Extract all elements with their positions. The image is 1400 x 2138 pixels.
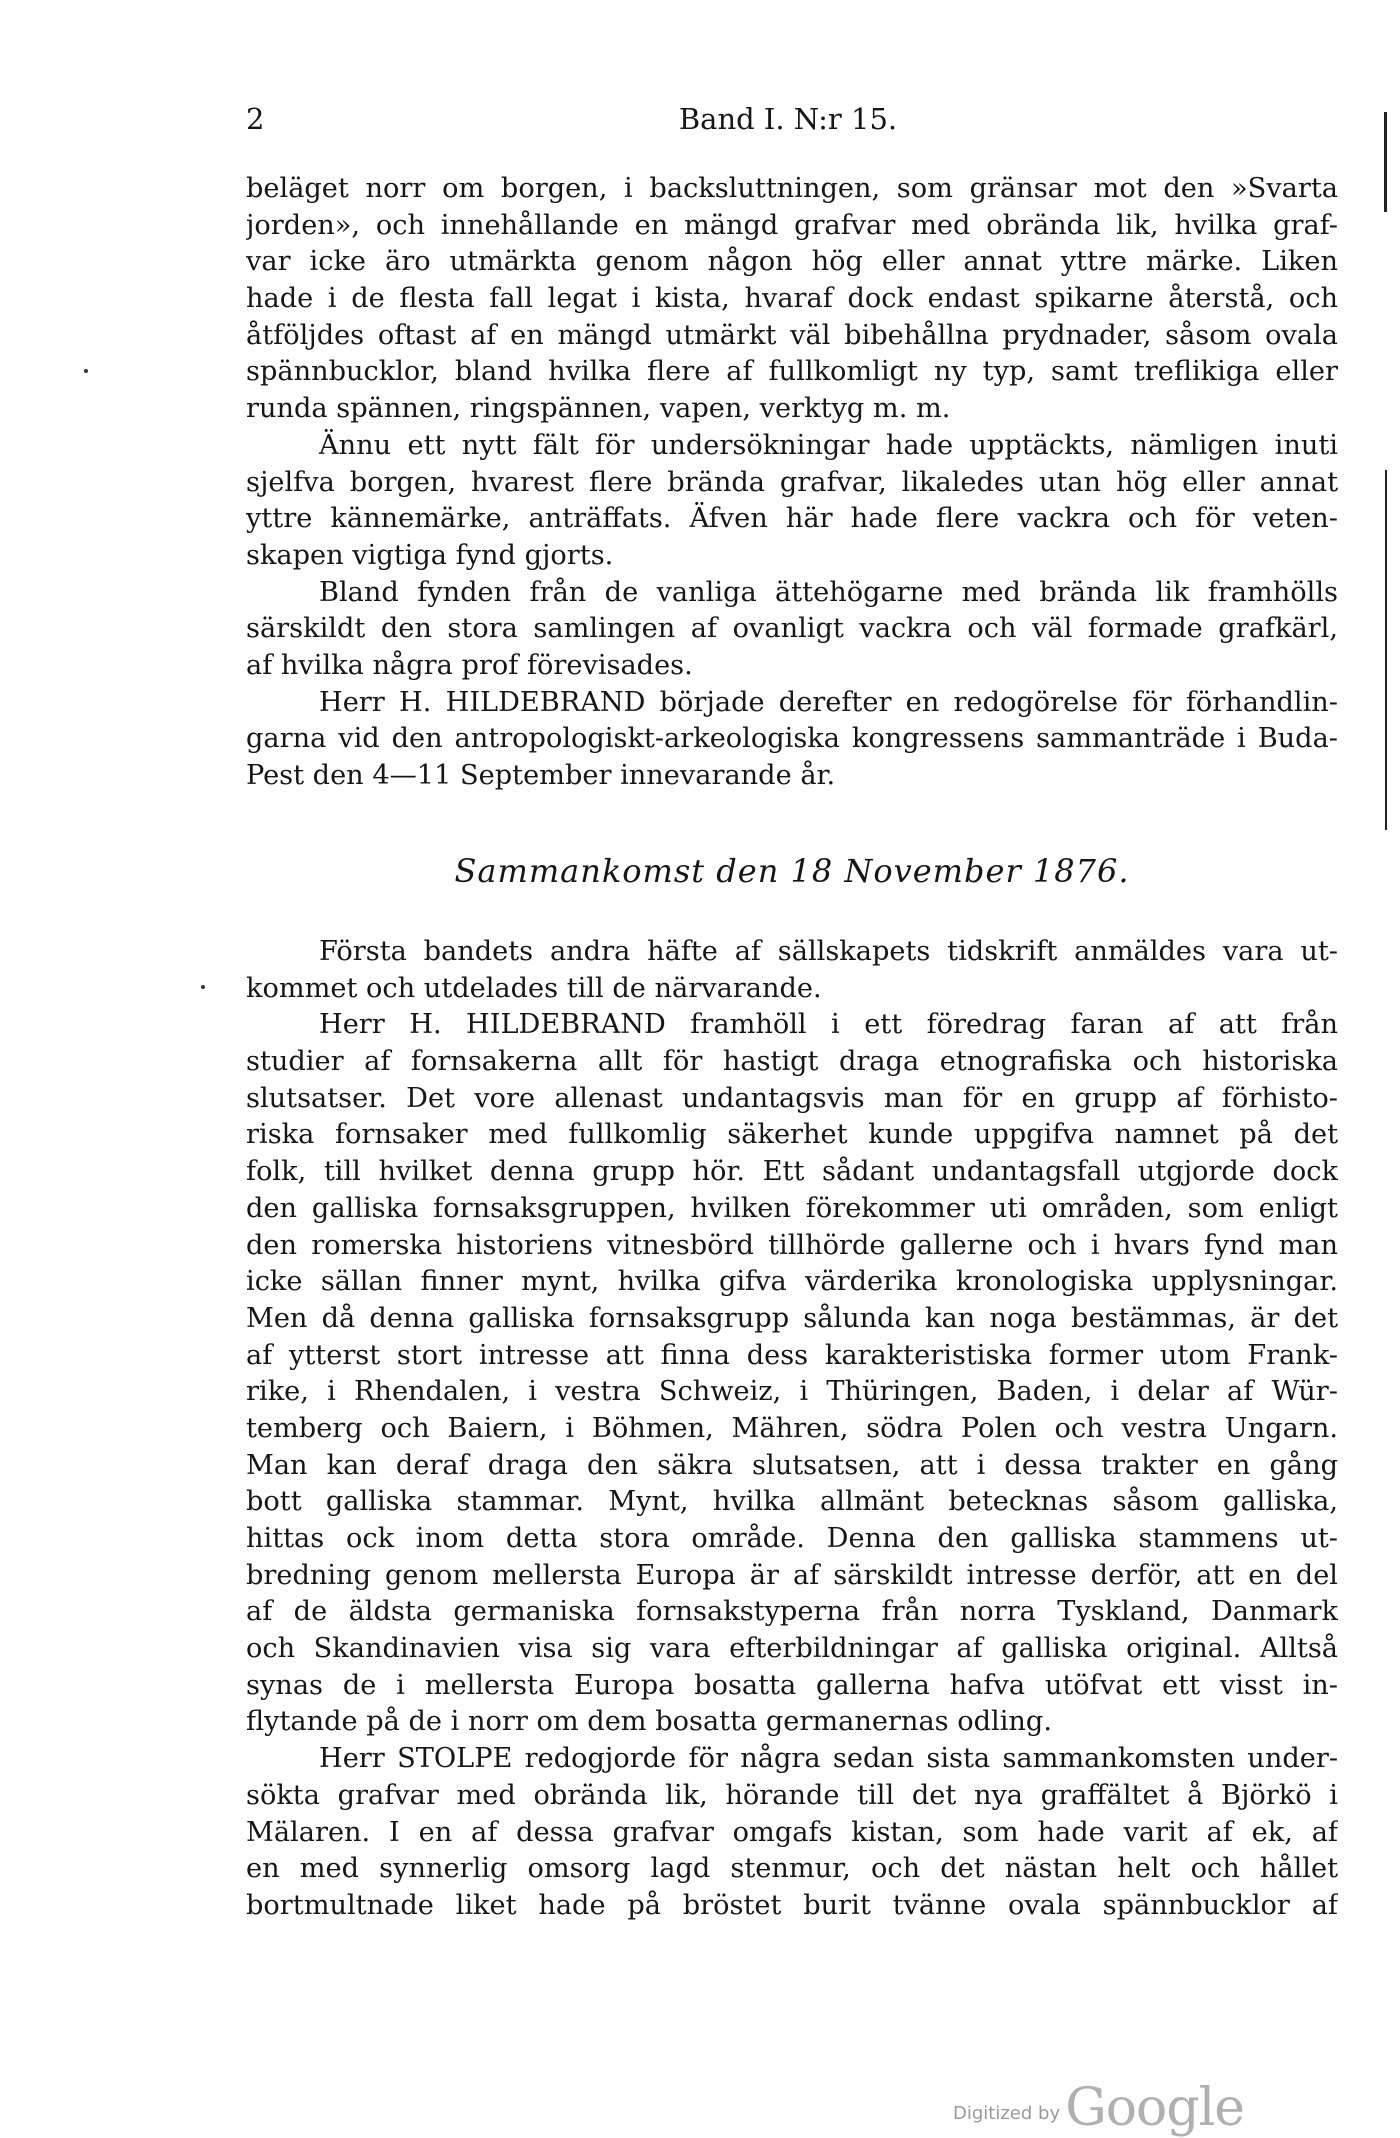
scan-speck [84, 369, 88, 373]
text-line: den romerska historiens vitnesbörd tillhörde gallerne och i hvars fynd man [246, 1229, 1338, 1261]
section-heading: Sammankomst den 18 November 1876. [454, 852, 1130, 890]
digitized-by-google-watermark [953, 2078, 1244, 2138]
text-line: Herr STOLPE redogjorde för några sedan sista sammankomsten under- [319, 1743, 1338, 1775]
text-line: Men då denna galliska fornsaksgrupp sålunda kan noga bestämmas, är det [246, 1302, 1338, 1334]
text-line: beläget norr om borgen, i backsluttningen, som gränsar mot den »Svarta [246, 173, 1338, 204]
text-line: hittas ock inom detta stora område. Denna den galliska stammens ut- [246, 1523, 1338, 1554]
text-line: yttre kännemärke, anträffats. Äfven här hade flere vackra och för veten- [246, 503, 1338, 535]
digitized-by-label: Digitized by [953, 2103, 1061, 2124]
text-line: temberg och Baiern, i Böhmen, Mähren, södra Polen och vestra Ungarn. [246, 1412, 1338, 1444]
paragraph-block-continued [246, 171, 1338, 795]
scan-edge-mark [1385, 470, 1387, 830]
text-line: Pest den 4—11 September innevarande år. [246, 760, 836, 791]
text-line: Man kan deraf draga den säkra slutsatsen, att i dessa trakter en gång [246, 1449, 1338, 1481]
text-line: slutsatser. Det vore allenast undantagsvis man för en grupp af förhisto- [246, 1082, 1338, 1114]
text-line: spännbucklor, bland hvilka flere af fullkomligt ny typ, samt treflikiga eller [246, 356, 1338, 388]
text-line: bott galliska stammar. Mynt, hvilka allmänt betecknas såsom galliska, [246, 1486, 1338, 1518]
text-line: bortmultnade liket hade på bröstet burit tvänne ovala spännbucklor af [246, 1889, 1338, 1921]
text-line: en med synnerlig omsorg lagd stenmur, och det nästan helt och hållet [246, 1853, 1338, 1885]
text-line: af de äldsta germaniska fornsakstyperna från norra Tyskland, Danmark [246, 1596, 1338, 1628]
running-title: Band I. N:r 15. [678, 102, 898, 136]
text-line: Bland fynden från de vanliga ättehögarne med brända lik framhölls [319, 576, 1338, 608]
text-line: Mälaren. I en af dessa grafvar omgafs kistan, som hade varit af ek, af [246, 1816, 1338, 1848]
scan-edge-mark [1384, 112, 1387, 212]
page-number: 2 [246, 102, 265, 136]
text-line: jorden», och innehållande en mängd grafvar med obrända lik, hvilka graf- [246, 209, 1338, 241]
text-line: och Skandinavien visa sig vara efterbildningar af galliska original. Alltså [246, 1633, 1338, 1665]
google-logo: Google [1065, 2078, 1245, 2138]
text-line: Herr H. HILDEBRAND började derefter en redogörelse för förhandlin- [319, 686, 1338, 718]
text-line: icke sällan finner mynt, hvilka gifva värderika kronologiska upplysningar. [246, 1266, 1338, 1298]
text-line: hade i de flesta fall legat i kista, hvaraf dock endast spikarne återstå, och [246, 283, 1338, 315]
text-line: af ytterst stort intresse att finna dess karakteristiska former utom Frank- [246, 1339, 1338, 1371]
text-line: sökta grafvar med obrända lik, hörande till det nya graffältet å Björkö i [246, 1779, 1338, 1811]
text-line: af hvilka några prof förevisades. [246, 649, 693, 681]
text-line: den galliska fornsaksgruppen, hvilken förekommer uti områden, som enligt [246, 1192, 1338, 1224]
text-line: särskildt den stora samlingen af ovanligt vackra och väl formade grafkärl, [246, 613, 1338, 645]
scan-speck [201, 985, 205, 989]
page-header [246, 102, 1330, 142]
text-line: synas de i mellersta Europa bosatta gallerna hafva utöfvat ett visst in- [246, 1669, 1338, 1701]
text-line: sjelfva borgen, hvarest flere brända grafvar, likaledes utan hög eller annat [246, 466, 1338, 498]
text-line: åtföljdes oftast af en mängd utmärkt väl bibehållna prydnader, såsom ovala [246, 319, 1338, 351]
text-line: Första bandets andra häfte af sällskapets tidskrift anmäldes vara ut- [319, 936, 1338, 967]
text-line: Herr H. HILDEBRAND framhöll i ett föredrag faran af att från [319, 1009, 1338, 1041]
text-line: runda spännen, ringspännen, vapen, verktyg m. m. [246, 393, 951, 425]
text-line: folk, till hvilket denna grupp hör. Ett sådant undantagsfall utgjorde dock [246, 1156, 1338, 1188]
text-line: garna vid den antropologiskt-arkeologiska kongressens sammanträde i Buda- [246, 723, 1338, 755]
text-line: riska fornsaker med fullkomlig säkerhet kunde uppgifva namnet på det [246, 1119, 1338, 1151]
text-line: skapen vigtiga fynd gjorts. [246, 539, 614, 571]
text-line: studier af fornsakerna allt för hastigt draga etnografiska och historiska [246, 1046, 1338, 1078]
paragraph-block-meeting [246, 934, 1338, 1925]
text-line: bredning genom mellersta Europa är af särskildt intresse derför, att en del [246, 1559, 1338, 1591]
text-line: Ännu ett nytt fält för undersökningar hade upptäckts, nämligen inuti [319, 429, 1338, 461]
text-line: var icke äro utmärkta genom någon hög eller annat yttre märke. Liken [246, 246, 1338, 278]
text-line: flytande på de i norr om dem bosatta germanernas odling. [246, 1706, 1052, 1738]
text-line: kommet och utdelades till de närvarande. [246, 972, 822, 1004]
text-line: rike, i Rhendalen, i vestra Schweiz, i Thüringen, Baden, i delar af Wür- [246, 1376, 1338, 1408]
